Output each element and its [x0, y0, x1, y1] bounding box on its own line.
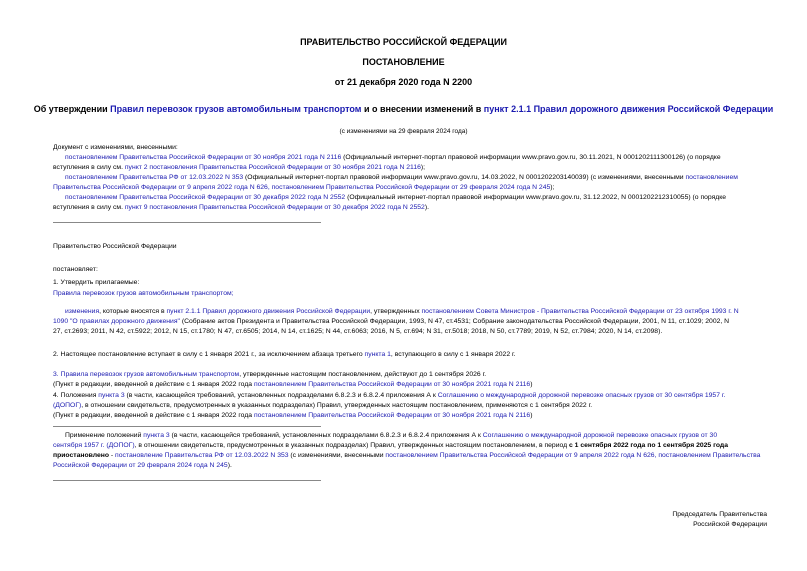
amendment-1-link[interactable]: постановлением Правительства Российской Федерации от 30 ноября 2021 года N 2116	[65, 154, 342, 161]
point-3-link[interactable]: 3. Правила перевозок грузов автомобильным транспортом	[53, 371, 240, 378]
amendment-3-line2-text: вступления в силу см.	[53, 204, 125, 211]
signature-org: Российской Федерации	[693, 521, 767, 528]
point-2-text-b: , вступающего в силу с 1 января 2022 г.	[390, 351, 516, 358]
title-link-rules[interactable]: Правил перевозок грузов автомобильным транспортом	[110, 104, 362, 114]
suspension-dopog-link[interactable]: сентября 1957 г. (ДОПОГ)	[53, 442, 135, 449]
suspension-point3-link[interactable]: пункта 3	[143, 432, 170, 439]
title-link-traffic-rules[interactable]: пункт 2.1.1 Правил дорожного движения Российской Федерации	[483, 104, 774, 114]
point-4	[53, 391, 775, 421]
signature-title: Председатель Правительства	[672, 511, 767, 518]
suspension-adr-link[interactable]: Соглашению о международной дорожной перевозке опасных грузов от 30	[482, 432, 718, 439]
point-2-text-a: 2. Настоящее постановление вступает в силу с 1 января 2021 г., за исключением абзаца третьего	[53, 351, 365, 358]
suspension-dash: -	[109, 452, 116, 459]
document-date: от 21 декабря 2020 года N 2200	[334, 77, 473, 87]
point-4-note-end: )	[530, 412, 533, 419]
point-4-note-text: (Пункт в редакции, введенной в действие с 1 января 2022 года	[53, 412, 254, 419]
amendment-1	[53, 153, 773, 163]
point-4-line2-text: , в отношении свидетельств, предусмотренных в указанных подразделах) Правил, утвержденных настоящим постановлением, применяются с 1 сентября 2022 г.	[81, 402, 593, 409]
point-2-link[interactable]: пункта 1	[364, 351, 391, 358]
amendment-2-link2[interactable]: постановлением	[685, 174, 738, 181]
amendment-3-line2-link[interactable]: пункт 9 постановления Правительства Российской Федерации от 30 декабря 2022 года N 2552	[124, 204, 425, 211]
amendment-1-line2	[53, 163, 773, 173]
amendment-1-line2-link[interactable]: пункт 2 постановления Правительства Российской Федерации от 30 ноября 2021 года N 2116	[124, 164, 421, 171]
amendment-3-line2	[53, 203, 773, 213]
point-4-text-b: (в части, касающейся требований, установленных подразделами 6.8.2.3 и 6.8.2.4 приложения А к	[124, 392, 438, 399]
amendment-1-line2-end: );	[420, 164, 426, 171]
point-3-text: , утвержденные настоящим постановлением, действуют до 1 сентября 2026 г.	[239, 371, 487, 378]
point-3	[53, 370, 486, 380]
revision-note: (с изменениями на 29 февраля 2024 года)	[339, 128, 468, 135]
amendments-divider	[53, 222, 321, 223]
changes-paragraph	[53, 307, 775, 337]
suspension-end: ).	[227, 462, 232, 469]
suspension-line2-text: , в отношении свидетельств, предусмотренных в указанных подразделах) Правил, утвержденных настоящим постановлением, в период	[134, 442, 569, 449]
suspension-divider-bottom	[53, 480, 321, 481]
suspension-amend-link-cont[interactable]: Российской Федерации от 29 февраля 2024 года N 245	[53, 462, 228, 469]
point-3-note-end: )	[530, 381, 533, 388]
amendment-1-text: (Официальный интернет-портал правовой информации www.pravo.gov.ru, 30.11.2021, N 0001202111300126) (о порядке	[341, 154, 721, 161]
amendment-3-link[interactable]: постановлением Правительства Российской Федерации от 30 декабря 2022 года N 2552	[65, 194, 346, 201]
changes-council-link[interactable]: постановлением Совета Министров - Правительства Российской Федерации от 23 октября 1993 г. N	[421, 308, 739, 315]
point-4-adr-link[interactable]: Соглашению о международной дорожной перевозке опасных грузов от 30 сентября 1957 г.	[437, 392, 726, 399]
amendment-1-line2-text: вступления в силу см.	[53, 164, 125, 171]
document-type: ПОСТАНОВЛЕНИЕ	[362, 57, 445, 67]
point-2	[53, 350, 516, 360]
changes-1090-link[interactable]: 1090 "О правилах дорожного движения"	[53, 318, 180, 325]
document-title	[0, 104, 807, 114]
point-1-rules-link[interactable]: Правила перевозок грузов автомобильным транспортом;	[53, 290, 234, 297]
point-3-note	[53, 380, 532, 390]
amendment-3-line2-end: ).	[424, 204, 429, 211]
amendment-2-line2	[53, 183, 773, 193]
changes-text-2: , утвержденных	[370, 308, 422, 315]
point-4-dopog-link[interactable]: (ДОПОГ)	[53, 402, 82, 409]
changes-line2-text: (Собрание актов Президента и Правительства Российской Федерации, 1993, N 47, ст.4531; Собрание законодательства Российской Федерации, 2001, N 11, ст.1029; 2002, N	[179, 318, 730, 325]
point-1: 1. Утвердить прилагаемые:	[53, 279, 140, 286]
gov-rf-label: Правительство Российской Федерации	[53, 243, 177, 250]
point-4-note-link[interactable]: постановлением Правительства Российской Федерации от 30 ноября 2021 года N 2116	[253, 412, 531, 419]
suspension-period: с 1 сентября 2022 года по 1 сентября 2025 года	[569, 442, 729, 449]
decrees-label: постановляет:	[53, 266, 98, 273]
suspension-decree-link[interactable]: постановление Правительства РФ от 12.03.2022 N 353	[115, 452, 289, 459]
amendment-2-line2-link[interactable]: Правительства Российской Федерации от 9 апреля 2022 года N 626, постановлением Правительства Российской Федерации от 29 февраля 2024 года N 245	[53, 184, 551, 191]
suspension-text-2: (в части, касающейся требований, установленных подразделами 6.8.2.3 и 6.8.2.4 приложения А к	[169, 432, 483, 439]
suspension-notice	[53, 431, 775, 471]
point-3-note-text: (Пункт в редакции, введенной в действие с 1 января 2022 года	[53, 381, 254, 388]
changes-traffic-link[interactable]: пункт 2.1.1 Правил дорожного движения Российской Федерации	[166, 308, 371, 315]
government-heading: ПРАВИТЕЛЬСТВО РОССИЙСКОЙ ФЕДЕРАЦИИ	[300, 37, 507, 47]
suspension-text-1: Применение положений	[65, 432, 144, 439]
amendment-3-text: (Официальный интернет-портал правовой информации www.pravo.gov.ru, 31.12.2022, N 0001202212310055) (о порядке	[345, 194, 727, 201]
amendment-2-text: (Официальный интернет-портал правовой информации www.pravo.gov.ru, 14.03.2022, N 0001202203140039) (с изменениями, внесенными	[243, 174, 686, 181]
changes-line3: 27, ст.2693; 2011, N 42, ст.5922; 2012, N 15, ст.1780; N 47, ст.6505; 2014, N 14, ст.1625; N 44, ст.6063; 2016, N 5, ст.694; N 31, ст.5018; 2018, N 50, ст.7789; 2019, N 52, ст.7984; 2020, N 14, ст.2098).	[53, 328, 663, 335]
point-3-note-link[interactable]: постановлением Правительства Российской Федерации от 30 ноября 2021 года N 2116	[253, 381, 531, 388]
point-4-text-a: 4. Положения	[53, 392, 99, 399]
changes-text-1: , которые вносятся в	[99, 308, 167, 315]
title-mid: и о внесении изменений в	[361, 104, 484, 114]
amendment-2-link[interactable]: постановлением Правительства РФ от 12.03.2022 N 353	[65, 174, 244, 181]
suspension-suspended: приостановлено	[53, 452, 109, 459]
point-4-link[interactable]: пункта 3	[98, 392, 125, 399]
changes-link[interactable]: изменения	[65, 308, 100, 315]
amendments-intro: Документ с изменениями, внесенными:	[53, 144, 178, 151]
title-prefix: Об утверждении	[33, 104, 111, 114]
amendment-2	[53, 173, 773, 183]
suspension-line3-text: (с изменениями, внесенными	[288, 452, 386, 459]
suspension-amend-link[interactable]: постановлением Правительства Российской Федерации от 9 апреля 2022 года N 626, постановлением Правительства	[385, 452, 761, 459]
amendment-2-line2-end: );	[550, 184, 555, 191]
amendments-block	[53, 143, 773, 213]
signature-block	[672, 510, 767, 530]
suspension-divider-top	[53, 426, 321, 427]
amendment-3	[53, 193, 773, 203]
